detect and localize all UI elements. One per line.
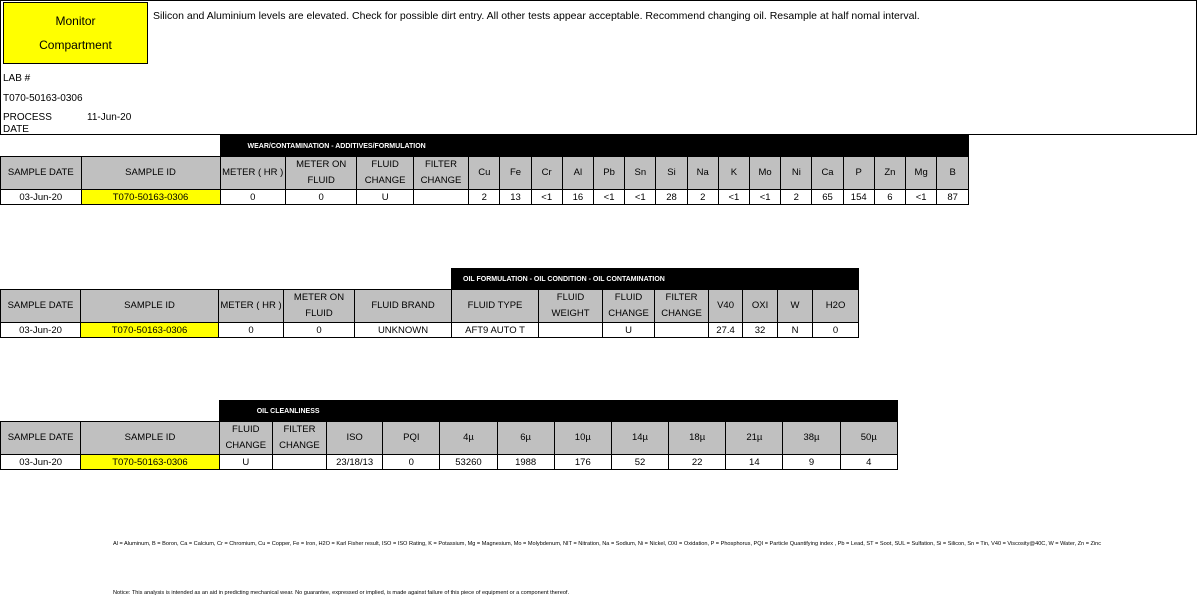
lab-number-value: T070-50163-0306 (3, 93, 83, 104)
column-header: SAMPLE ID (81, 290, 219, 323)
table-cell: 23/18/13 (327, 455, 383, 470)
oil-cleanliness-table (0, 400, 898, 470)
column-header: SAMPLE DATE (1, 157, 82, 190)
disclaimer-notice: Notice: This analysis is intended as an aid in predicting mechanical wear. No guarantee, expressed or implied, is made against failure of this piece of equipment or a component thereof. (113, 590, 570, 596)
wear-contamination-table (0, 135, 969, 205)
table-cell: 176 (554, 455, 611, 470)
column-header: METER ON FLUID (285, 157, 356, 190)
table-cell: 154 (843, 190, 874, 205)
column-header: Mg (906, 157, 937, 190)
table-cell: <1 (906, 190, 937, 205)
table-cell: 2 (781, 190, 812, 205)
column-header: V40 (709, 290, 743, 323)
table-header-row (1, 290, 859, 323)
column-header: 21µ (726, 422, 783, 455)
column-header: 18µ (669, 422, 726, 455)
column-header: W (778, 290, 813, 323)
table-cell: 03-Jun-20 (1, 323, 81, 338)
wear-table-title: WEAR/CONTAMINATION - ADDITIVES/FORMULATION (220, 136, 969, 157)
column-header: PQI (383, 422, 440, 455)
table-cell: 9 (783, 455, 840, 470)
table-cell: 2 (469, 190, 500, 205)
table-cell (413, 190, 468, 205)
column-header: METER ( HR ) (220, 157, 285, 190)
table-cell: 03-Jun-20 (1, 455, 81, 470)
column-header: P (843, 157, 874, 190)
table-cell: 03-Jun-20 (1, 190, 82, 205)
table-cell: 87 (937, 190, 969, 205)
table-cell (539, 323, 603, 338)
column-header: FLUID CHANGE (603, 290, 655, 323)
column-header: 6µ (497, 422, 554, 455)
column-header: Sn (625, 157, 656, 190)
column-header: 38µ (783, 422, 840, 455)
table-cell: N (778, 323, 813, 338)
column-header: Si (656, 157, 687, 190)
report-header-box (0, 0, 1197, 135)
column-header: FILTER CHANGE (655, 290, 709, 323)
table-cell: 52 (611, 455, 668, 470)
table-cell: 0 (284, 323, 355, 338)
table-cell: 28 (656, 190, 687, 205)
monitor-label: Monitor (55, 14, 96, 28)
column-header: FLUID TYPE (452, 290, 539, 323)
table-cell: 0 (219, 323, 284, 338)
column-header: Cr (531, 157, 562, 190)
abbreviation-legend: Al = Aluminum, B = Boron, Ca = Calcium, Cr = Chromium, Cu = Copper, Fe = Iron, H2O = Karl Fisher result, ISO = ISO Rating, K = Potassium, Mg = Magnesium, Mo = Molybdenum, NIT = Nitration, Na = Sodium, Ni = Nickel, OXI = Oxidation, P = Phosphorus, PQI = Particle Quantifying index , Pb = Lead, ST = Soot, SUL = Sulfation, Si = Silicon, Sn = Tin, V40 = Viscosity@40C, W = Water, Zn = Zinc (113, 541, 1102, 547)
column-header: SAMPLE DATE (1, 290, 81, 323)
column-header: B (937, 157, 969, 190)
table-cell: 0 (285, 190, 356, 205)
table-cell: U (357, 190, 413, 205)
table-cell: <1 (625, 190, 656, 205)
column-header: Zn (874, 157, 905, 190)
analyst-comment: Silicon and Aluminium levels are elevated. Check for possible dirt entry. All other tests appear acceptable. Recommend changing oil. Resample at half nomal interval. (153, 10, 920, 22)
column-header: K (718, 157, 749, 190)
table-cell: 2 (687, 190, 718, 205)
table-cell: <1 (718, 190, 749, 205)
column-header: Na (687, 157, 718, 190)
table-cell: UNKNOWN (355, 323, 452, 338)
column-header: 4µ (440, 422, 497, 455)
column-header: FILTER CHANGE (413, 157, 468, 190)
column-header: Al (562, 157, 593, 190)
table-cell: U (219, 455, 272, 470)
table-row (1, 190, 969, 205)
table-cell: 13 (500, 190, 531, 205)
process-date-value: 11-Jun-20 (87, 112, 132, 123)
column-header: Ni (781, 157, 812, 190)
table-row (1, 455, 898, 470)
column-header: SAMPLE DATE (1, 422, 81, 455)
title-bar-fill (327, 401, 898, 422)
column-header: FLUID WEIGHT (539, 290, 603, 323)
table-cell: <1 (750, 190, 781, 205)
column-header: FLUID BRAND (355, 290, 452, 323)
table-cell: 4 (840, 455, 897, 470)
column-header: Fe (500, 157, 531, 190)
column-header: SAMPLE ID (81, 422, 219, 455)
table-cell: U (603, 323, 655, 338)
title-spacer (1, 401, 220, 422)
table-cell: 16 (562, 190, 593, 205)
table-cell: <1 (594, 190, 625, 205)
table-cell: 14 (726, 455, 783, 470)
process-date-label: PROCESS DATE (3, 112, 52, 135)
column-header: METER ( HR ) (219, 290, 284, 323)
column-header: 50µ (840, 422, 897, 455)
table-cell: 0 (220, 190, 285, 205)
table-cell: 53260 (440, 455, 497, 470)
table-cell: T070-50163-0306 (81, 190, 220, 205)
table-header-row (1, 422, 898, 455)
table-cell: 32 (743, 323, 778, 338)
table-cell: 65 (812, 190, 843, 205)
title-spacer (1, 136, 221, 157)
column-header: SAMPLE ID (81, 157, 220, 190)
column-header: OXI (743, 290, 778, 323)
table-cell (272, 455, 326, 470)
oil-formulation-table (0, 268, 859, 338)
column-header: Pb (594, 157, 625, 190)
table-cell: 1988 (497, 455, 554, 470)
table-cell: 0 (383, 455, 440, 470)
column-header: H2O (813, 290, 859, 323)
table-row (1, 323, 859, 338)
column-header: Ca (812, 157, 843, 190)
monitor-compartment-badge (3, 2, 148, 64)
clean-table-title: OIL CLEANLINESS (219, 401, 326, 422)
table-cell: 0 (813, 323, 859, 338)
table-cell: T070-50163-0306 (81, 323, 219, 338)
table-cell: 6 (874, 190, 905, 205)
column-header: METER ON FLUID (284, 290, 355, 323)
table-cell: T070-50163-0306 (81, 455, 219, 470)
table-cell: <1 (531, 190, 562, 205)
title-spacer (1, 269, 452, 290)
column-header: Cu (469, 157, 500, 190)
compartment-label: Compartment (39, 38, 112, 52)
column-header: 10µ (554, 422, 611, 455)
table-cell: 27.4 (709, 323, 743, 338)
oil-table-title: OIL FORMULATION - OIL CONDITION - OIL CONTAMINATION (452, 269, 859, 290)
column-header: ISO (327, 422, 383, 455)
column-header: FLUID CHANGE (357, 157, 413, 190)
column-header: FLUID CHANGE (219, 422, 272, 455)
column-header: FILTER CHANGE (272, 422, 326, 455)
table-cell: 22 (669, 455, 726, 470)
lab-number-label: LAB # (3, 73, 31, 84)
table-cell (655, 323, 709, 338)
column-header: Mo (750, 157, 781, 190)
table-header-row (1, 157, 969, 190)
column-header: 14µ (611, 422, 668, 455)
table-cell: AFT9 AUTO T (452, 323, 539, 338)
